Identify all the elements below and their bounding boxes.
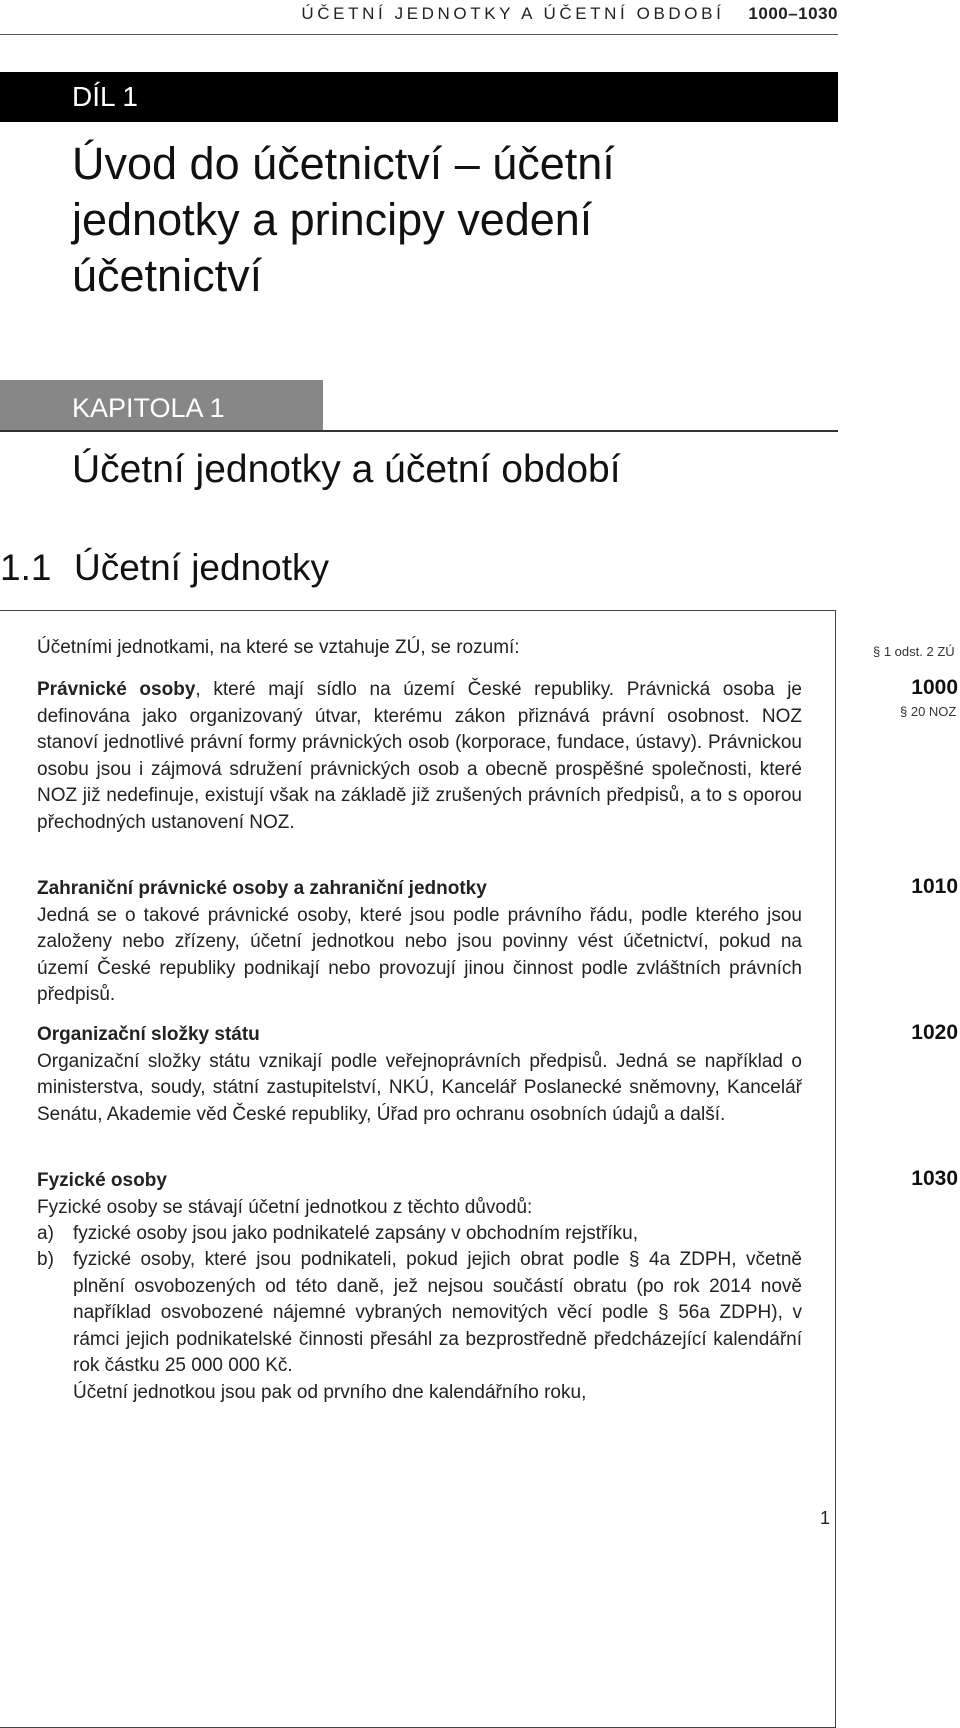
page-number: 1 [820, 1508, 831, 1528]
section-title: Účetní jednotky [74, 547, 330, 588]
block-closing: Účetní jednotkou jsou pak od prvního dne kalendářního roku, [73, 1382, 587, 1403]
chapter-title: Účetní jednotky a účetní období [72, 448, 621, 491]
running-title: ÚČETNÍ JEDNOTKY A ÚČETNÍ OBDOBÍ [301, 4, 725, 23]
block-organizacni-slozky [37, 1022, 802, 1128]
section-heading [0, 545, 329, 591]
block-text: Jedná se o takové právnické osoby, které jsou podle právního řádu, podle kterého jsou založeny nebo zřízeny, účetní jednotkou nebo jsou povinny vést účetnictví, pokud na území České republiky podnikají nebo provozují jinou činnost podle zvláštních právních předpisů. [37, 904, 802, 1005]
paragraph-number-1010: 1010 [911, 875, 958, 898]
block-zahranicni [37, 876, 802, 1009]
list-text: fyzické osoby jsou jako podnikatelé zapsány v obchodním rejstříku, [73, 1223, 639, 1244]
margin-reference: § 20 NOZ [900, 704, 957, 719]
paragraph-range: 1000–1030 [748, 4, 838, 23]
paragraph-number-1000: 1000 [911, 676, 958, 699]
part-label: DÍL 1 [72, 81, 138, 112]
part-label-bar [0, 72, 838, 122]
block-heading: Organizační složky státu [37, 1024, 260, 1045]
margin-reference: § 1 odst. 2 ZÚ [873, 644, 955, 659]
paragraph-number-1030: 1030 [911, 1167, 958, 1190]
block-text: , které mají sídlo na území České republiky. Právnická osoba je definována jako organizovaný útvar, kterému zákon přiznává právní osobnost. NOZ stanoví jednotlivé právní formy právnických osob (korporace, fundace, ústavy). Právnickou osobu jsou i zájmová sdružení právnických osob a obecně prospěšné společnosti, které NOZ již nedefinuje, existují však na základě již zrušených právních předpisů, a to s oporou přechodných ustanovení NOZ. [37, 679, 802, 833]
list-text: fyzické osoby, které jsou podnikateli, pokud jejich obrat podle § 4a ZDPH, včetně plnění osvobozených od této daně, jež nejsou součástí obratu (po rok 2014 nově například osvobozené nájemné vybraných nemovitých věcí podle § 56a ZDPH), v rámci jejich podnikatelské činnosti přesáhl za bezprostředně předcházející kalendářní rok částku 25 000 000 Kč. [73, 1249, 802, 1376]
block-fyzicke-osoby [37, 1168, 802, 1221]
paragraph-number-1020: 1020 [911, 1021, 958, 1044]
block-text: Organizační složky státu vznikají podle veřejnoprávních předpisů. Jedná se například o ministerstva, soudy, státní zastupitelství, NKÚ, Kancelář Poslanecké sněmovny, Kancelář Senátu, Akademie věd České republiky, Úřad pro ochranu osobních údajů a další. [37, 1050, 802, 1125]
running-header [0, 4, 838, 24]
block-heading: Zahraniční právnické osoby a zahraniční jednotky [37, 878, 487, 899]
block-heading: Fyzické osoby [37, 1170, 167, 1191]
block-intro: Fyzické osoby se stávají účetní jednotkou z těchto důvodů: [37, 1196, 533, 1218]
chapter-rule [0, 430, 838, 432]
part-title: Úvod do účetnictví – účetní jednotky a principy vedení účetnictví [72, 138, 615, 301]
chapter-label: KAPITOLA 1 [72, 393, 225, 423]
header-rule [0, 34, 838, 35]
block-pravnicke-osoby [37, 677, 802, 836]
chapter-label-tab [0, 380, 323, 431]
section-number: 1.1 [0, 547, 52, 588]
list-marker: b) [37, 1249, 54, 1270]
block-heading: Právnické osoby [37, 679, 196, 700]
intro-text: Účetními jednotkami, na které se vztahuje ZÚ, se rozumí: [37, 637, 520, 658]
list-marker: a) [37, 1223, 54, 1244]
